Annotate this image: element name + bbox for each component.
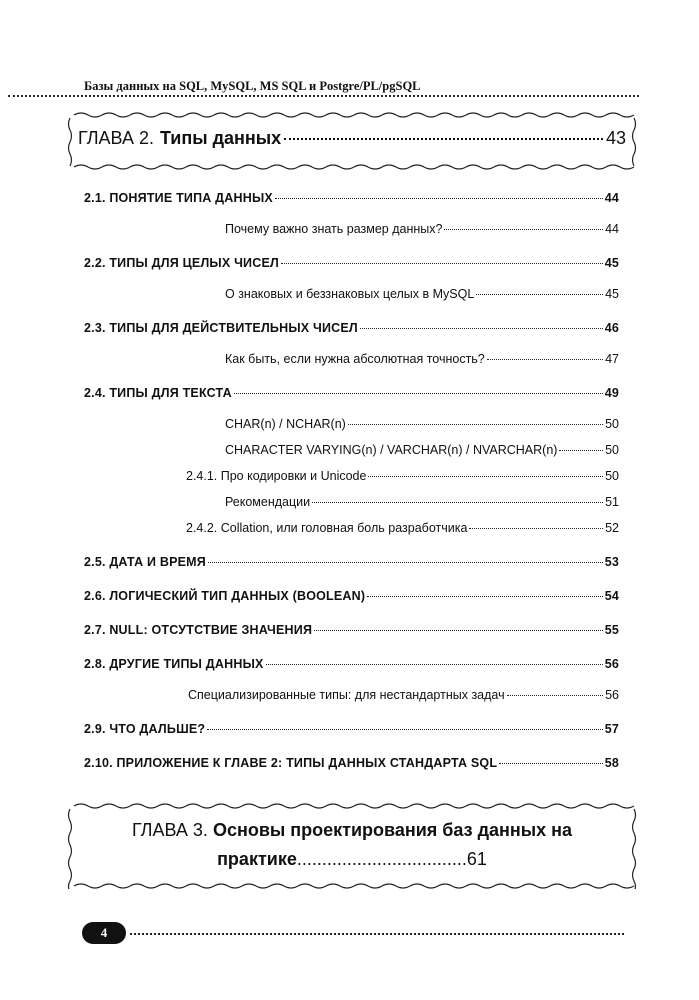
- entry-title: ПОНЯТИЕ ТИПА ДАННЫХ: [109, 191, 273, 205]
- entry-number: 2.1.: [84, 191, 110, 205]
- entry-number: 2.4.1.: [186, 469, 221, 483]
- toc-entry[interactable]: [84, 321, 619, 335]
- wavy-border: [66, 803, 638, 889]
- dot-leader: [266, 664, 603, 665]
- toc-entry[interactable]: [225, 352, 619, 366]
- entry-number: 2.6.: [84, 589, 110, 603]
- entry-page: 51: [605, 495, 619, 509]
- dot-leader: [507, 695, 603, 696]
- dot-leader: [281, 263, 603, 264]
- entry-title: ДАТА И ВРЕМЯ: [109, 555, 206, 569]
- entry-title: Почему важно знать размер данных?: [225, 222, 443, 236]
- entry-title: О знаковых и беззнаковых целых в MySQL: [225, 287, 475, 301]
- chapter-3-frame: [66, 803, 638, 889]
- dot-leader: [487, 359, 603, 360]
- chapter-2-label: ГЛАВА 2.: [78, 128, 154, 148]
- entry-page: 50: [605, 443, 619, 457]
- entry-page: 54: [604, 589, 619, 603]
- entry-page: 57: [604, 722, 619, 736]
- dot-leader: [368, 476, 603, 477]
- entry-number: 2.5.: [84, 555, 110, 569]
- entry-number: 2.4.2.: [186, 521, 221, 535]
- toc-entry[interactable]: [84, 191, 619, 205]
- toc-entry[interactable]: [188, 688, 619, 702]
- page-number-badge: 4: [82, 922, 126, 944]
- entry-number: 2.4.: [84, 386, 110, 400]
- entry-number: 2.3.: [84, 321, 110, 335]
- dot-leader: [559, 450, 603, 451]
- footer-divider: [130, 933, 624, 935]
- entry-number: 2.9.: [84, 722, 110, 736]
- entry-title: ДРУГИЕ ТИПЫ ДАННЫХ: [109, 657, 264, 671]
- toc-entry[interactable]: [84, 555, 619, 569]
- chapter-2-page: 43: [605, 128, 626, 148]
- entry-title: CHARACTER VARYING(n) / VARCHAR(n) / NVARCHAR(n): [225, 443, 558, 457]
- entry-page: 47: [605, 352, 619, 366]
- entry-title: Про кодировки и Unicode: [220, 469, 367, 483]
- dot-leader: [348, 424, 603, 425]
- dot-leader: [360, 328, 603, 329]
- chapter-3-title-cont: практике: [217, 849, 297, 869]
- entry-number: 2.7.: [84, 623, 110, 637]
- dot-leader: [367, 596, 602, 597]
- entry-page: 56: [604, 657, 619, 671]
- toc-entry[interactable]: [84, 657, 619, 671]
- entry-page: 46: [604, 321, 619, 335]
- entry-title: ТИПЫ ДЛЯ ТЕКСТА: [109, 386, 232, 400]
- toc-entry[interactable]: [225, 287, 619, 301]
- entry-title: ЛОГИЧЕСКИЙ ТИП ДАННЫХ (BOOLEAN): [109, 589, 366, 603]
- dot-leader: [275, 198, 603, 199]
- running-header: Базы данных на SQL, MySQL, MS SQL и Postgre/PL/pgSQL: [84, 79, 421, 93]
- toc-entry[interactable]: [84, 589, 619, 603]
- toc-entry[interactable]: [186, 521, 619, 535]
- dot-leader: [469, 528, 603, 529]
- entry-title: Специализированные типы: для нестандартных задач: [188, 688, 505, 702]
- entry-number: 2.10.: [84, 756, 117, 770]
- chapter-2-title: Типы данных: [159, 128, 282, 148]
- entry-title: Collation, или головная боль разработчика: [220, 521, 468, 535]
- chapter-3-title: Основы проектирования баз данных на: [212, 820, 573, 840]
- entry-page: 50: [605, 469, 619, 483]
- toc-entry[interactable]: [84, 756, 619, 770]
- entry-title: ПРИЛОЖЕНИЕ К ГЛАВЕ 2: ТИПЫ ДАННЫХ СТАНДАРТА SQL: [116, 756, 498, 770]
- entry-page: 50: [605, 417, 619, 431]
- entry-number: 2.2.: [84, 256, 110, 270]
- dot-leader: [207, 729, 602, 730]
- entry-title: CHAR(n) / NCHAR(n): [225, 417, 346, 431]
- entry-number: 2.8.: [84, 657, 110, 671]
- entry-title: ЧТО ДАЛЬШЕ?: [109, 722, 206, 736]
- toc-entry[interactable]: [84, 623, 619, 637]
- toc-entry[interactable]: [84, 256, 619, 270]
- dot-leader: [499, 763, 602, 764]
- toc-entry[interactable]: [84, 386, 619, 400]
- entry-page: 58: [604, 756, 619, 770]
- entry-title: Как быть, если нужна абсолютная точность?: [225, 352, 485, 366]
- entry-title: NULL: ОТСУТСТВИЕ ЗНАЧЕНИЯ: [109, 623, 313, 637]
- dot-leader: [476, 294, 603, 295]
- entry-page: 49: [604, 386, 619, 400]
- toc-entry[interactable]: [225, 495, 619, 509]
- dot-leader: [208, 562, 603, 563]
- entry-page: 53: [604, 555, 619, 569]
- toc-entry[interactable]: [225, 443, 619, 457]
- entry-title: ТИПЫ ДЛЯ ЦЕЛЫХ ЧИСЕЛ: [109, 256, 279, 270]
- entry-page: 44: [604, 191, 619, 205]
- entry-title: ТИПЫ ДЛЯ ДЕЙСТВИТЕЛЬНЫХ ЧИСЕЛ: [109, 321, 358, 335]
- entry-page: 52: [605, 521, 619, 535]
- dot-leader: [444, 229, 603, 230]
- entry-page: 56: [605, 688, 619, 702]
- toc-entry[interactable]: [225, 222, 619, 236]
- entry-page: 45: [604, 256, 619, 270]
- chapter-3-entry-cont[interactable]: [66, 849, 638, 870]
- chapter-3-label: ГЛАВА 3.: [131, 820, 208, 840]
- dot-leader: ..................................: [296, 849, 467, 869]
- toc-entry[interactable]: [186, 469, 619, 483]
- toc-entry[interactable]: [225, 417, 619, 431]
- chapter-3-page: 61: [466, 849, 487, 869]
- toc-entry[interactable]: [84, 722, 619, 736]
- entry-title: Рекомендации: [225, 495, 311, 509]
- dot-leader: [312, 502, 603, 503]
- entry-page: 44: [605, 222, 619, 236]
- chapter-3-entry[interactable]: [66, 820, 638, 841]
- dot-leader: [314, 630, 603, 631]
- dot-leader: [234, 393, 603, 394]
- entry-page: 55: [604, 623, 619, 637]
- entry-page: 45: [605, 287, 619, 301]
